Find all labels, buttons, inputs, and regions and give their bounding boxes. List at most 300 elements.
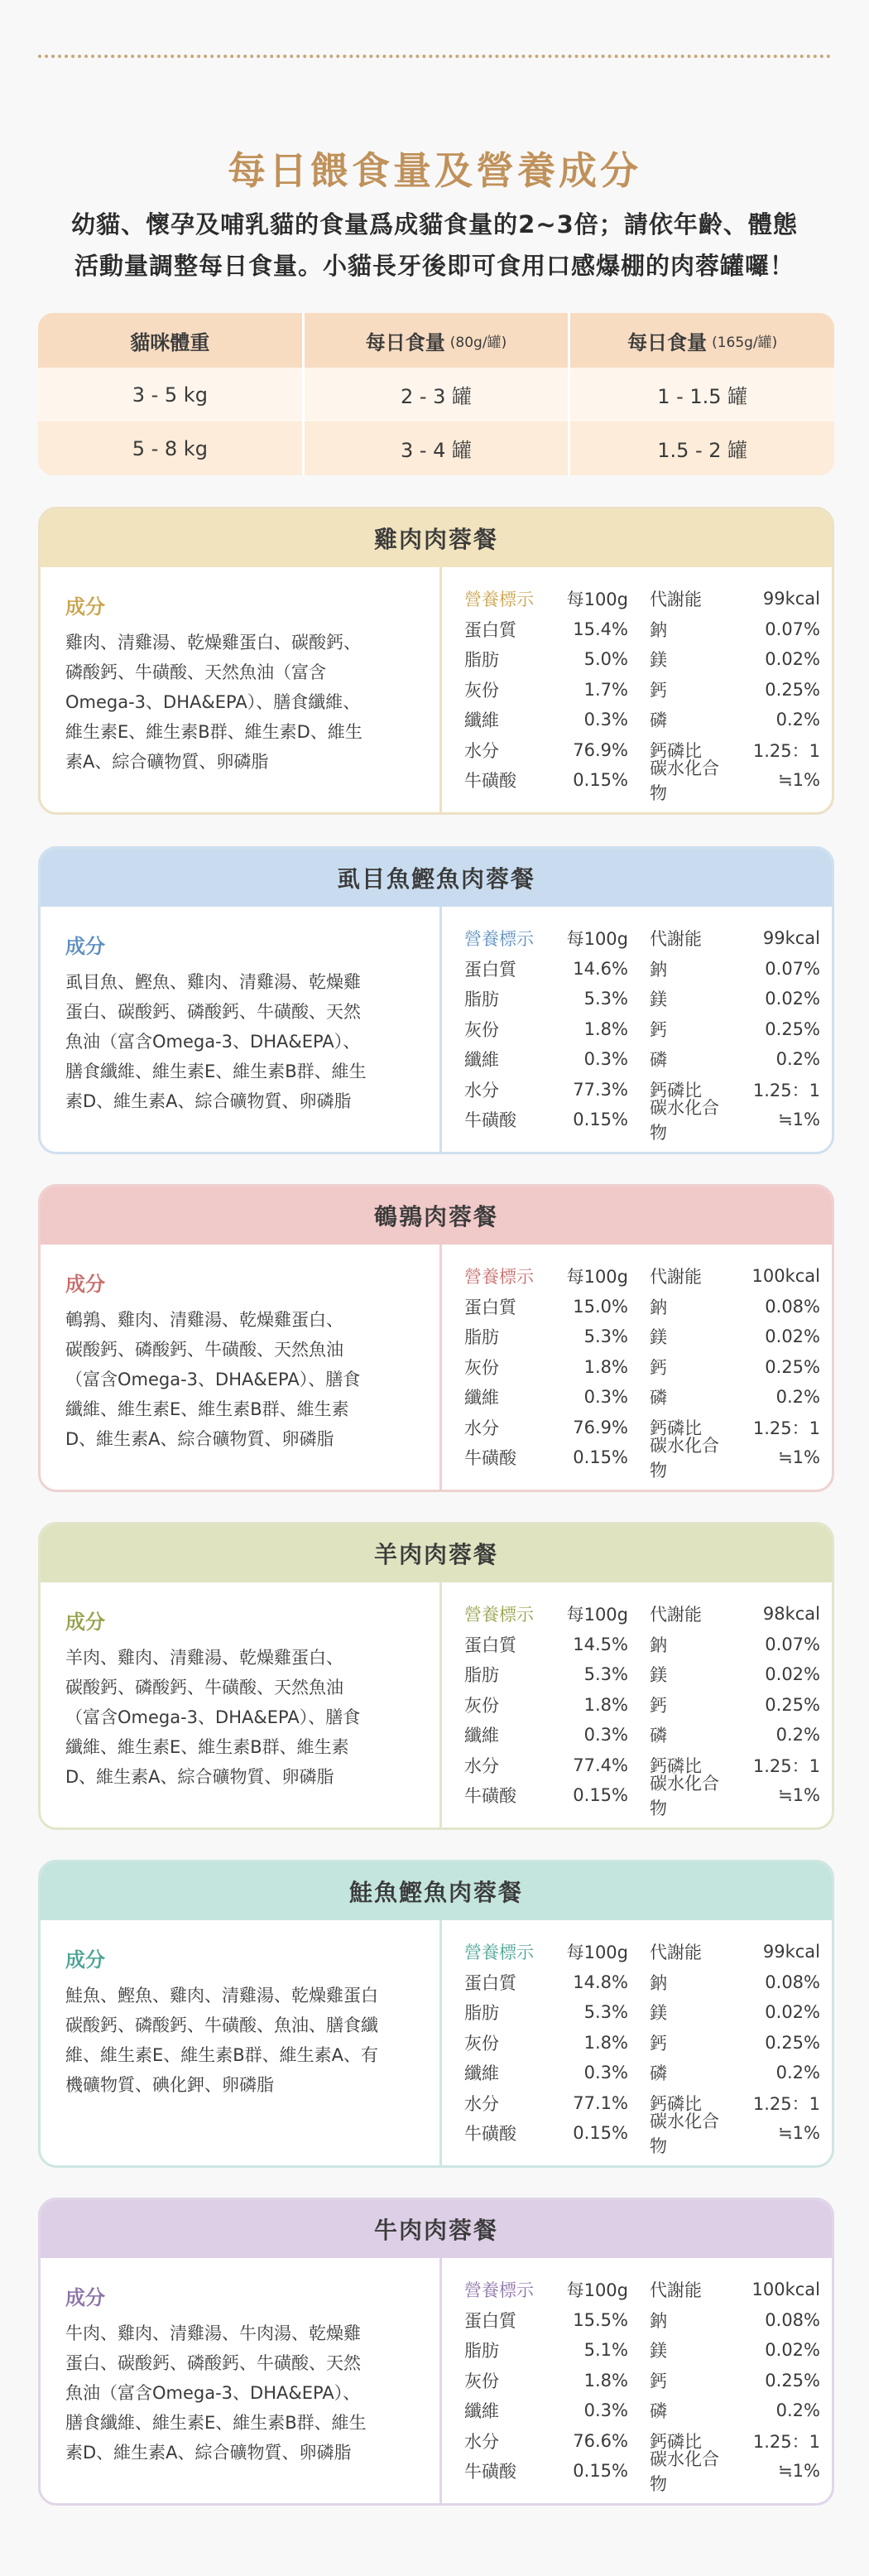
nutrient-name: 牛磺酸 [464, 1448, 516, 1469]
nutrient-name: 鎂 [650, 650, 667, 671]
nutrient-value: 0.07% [765, 619, 820, 639]
nutrient-name: 灰份 [464, 1695, 499, 1716]
nutrition-basis: 每100g [566, 1943, 628, 1963]
metabolizable-energy-label: 代謝能 [650, 590, 702, 610]
nutrient-name: 碳水化合物 [650, 758, 719, 804]
nutrient-value: 0.2% [775, 1725, 820, 1745]
nutrient-value: 14.5% [573, 1634, 628, 1654]
nutrient-value: 1.25：1 [752, 2093, 820, 2114]
ingredient-line: 纖維、維生素E、維生素B群、維生素 [65, 1399, 349, 1419]
nutrient-name: 鈣 [650, 680, 667, 701]
product-details [41, 1245, 832, 1490]
nutrient-value: 77.4% [573, 1755, 628, 1775]
nutrient-value: 0.3% [583, 2400, 628, 2421]
nutrition-row [464, 758, 820, 804]
nutrition-label: 營養標示 [464, 2280, 534, 2301]
nutrient-value: 14.6% [573, 958, 628, 979]
nutrient-value: 0.3% [583, 2063, 628, 2083]
nutrition-row [464, 614, 820, 645]
nutrient-value: 1.8% [583, 1018, 628, 1039]
header-note: (80g/罐) [449, 334, 507, 351]
nutrient-value: 0.07% [765, 958, 820, 979]
ingredient-line: 膳食纖維、維生素E、維生素B群、維生 [65, 2413, 367, 2433]
ingredients-label: 成分 [65, 1611, 105, 1634]
ingredients-section [65, 590, 421, 777]
nutrient-value: 1.25：1 [752, 1080, 820, 1100]
kcal-value: 99kcal [762, 589, 820, 609]
metabolizable-energy-label: 代謝能 [650, 1943, 702, 1963]
nutrient-value: 1.25：1 [752, 2431, 820, 2452]
nutrient-name: 牛磺酸 [464, 1786, 516, 1807]
product-card [38, 2198, 834, 2506]
nutrient-value: 1.8% [583, 2032, 628, 2053]
nutrient-value: 0.02% [765, 989, 820, 1009]
nutrient-name: 水分 [464, 2093, 499, 2114]
nutrition-header-row [464, 584, 820, 614]
nutrient-name: 鈣磷比 [650, 1418, 702, 1438]
ingredients-text [65, 1643, 421, 1792]
nutrient-value: 0.15% [573, 1447, 628, 1468]
kcal-value: 98kcal [762, 1604, 820, 1625]
nutrition-basis: 每100g [566, 929, 628, 950]
nutrition-row [464, 675, 820, 705]
nutrient-name: 牛磺酸 [464, 771, 516, 792]
product-name: 鵪鶉肉蓉餐 [41, 1187, 832, 1245]
ingredient-line: 碳酸鈣、磷酸鈣、牛磺酸、天然魚油 [65, 1678, 343, 1697]
nutrient-name: 碳水化合物 [650, 2111, 719, 2157]
product-name: 雞肉肉蓉餐 [41, 509, 832, 567]
table-cell: 2 - 3 罐 [302, 368, 569, 421]
ingredient-line: 碳酸鈣、磷酸鈣、牛磺酸、天然魚油 [65, 1340, 343, 1360]
nutrient-name: 鎂 [650, 989, 667, 1010]
ingredients-label: 成分 [65, 1273, 105, 1296]
nutrition-table [464, 1261, 820, 1481]
ingredient-line: 虱目魚、鰹魚、雞肉、清雞湯、乾燥雞 [65, 972, 361, 992]
nutrient-value: 1.8% [583, 1356, 628, 1377]
feeding-table [38, 313, 834, 475]
nutrient-value: 0.2% [775, 2400, 820, 2421]
ingredient-line: 羊肉、雞肉、清雞湯、乾燥雞蛋白、 [65, 1648, 343, 1668]
column-divider [439, 567, 442, 812]
nutrient-name: 牛磺酸 [464, 1110, 516, 1131]
nutrient-value: 0.2% [775, 710, 820, 730]
nutrition-basis: 每100g [566, 590, 628, 610]
nutrient-value: 5.3% [583, 989, 628, 1009]
nutrient-value: 0.3% [583, 1049, 628, 1070]
nutrient-value: 0.15% [573, 2123, 628, 2144]
nutrient-name: 鎂 [650, 1327, 667, 1348]
nutrient-name: 纖維 [464, 1388, 499, 1408]
nutrient-value: 0.02% [765, 649, 820, 670]
ingredient-line: 蛋白、碳酸鈣、磷酸鈣、牛磺酸、天然 [65, 2353, 361, 2373]
header-note: (165g/罐) [712, 334, 778, 351]
nutrient-name: 灰份 [464, 2371, 499, 2391]
nutrient-name: 鈣磷比 [650, 2431, 702, 2452]
nutrition-row [464, 2028, 820, 2058]
nutrient-value: 0.08% [765, 2309, 820, 2330]
nutrient-value: 0.15% [573, 2461, 628, 2482]
nutrition-row [464, 1292, 820, 1322]
nutrient-value: 0.2% [775, 1387, 820, 1408]
intro-text [33, 204, 836, 286]
metabolizable-energy-label: 代謝能 [650, 929, 702, 950]
nutrient-value: 5.0% [583, 649, 628, 670]
nutrient-name: 脂肪 [464, 2003, 499, 2024]
nutrition-label: 營養標示 [464, 590, 534, 610]
nutrient-name: 磷 [650, 1050, 667, 1071]
ingredient-line: 維、維生素E、維生素B群、維生素A、有 [65, 2045, 379, 2065]
nutrition-header-row [464, 2275, 820, 2305]
nutrient-name: 鈣磷比 [650, 1080, 702, 1100]
nutrient-name: 鎂 [650, 2341, 667, 2362]
page-title: 每日餵食量及營養成分 [228, 148, 641, 193]
nutrition-header-row [464, 1937, 820, 1967]
ingredients-section [65, 1943, 421, 2100]
nutrient-name: 脂肪 [464, 650, 499, 671]
ingredients-section [65, 930, 421, 1116]
nutrient-name: 蛋白質 [464, 619, 516, 640]
nutrient-value: 0.25% [765, 679, 820, 700]
ingredients-label: 成分 [65, 935, 105, 958]
nutrition-row [464, 2335, 820, 2366]
nutrient-name: 鈣磷比 [650, 2093, 702, 2114]
nutrition-row [464, 1720, 820, 1750]
nutrient-value: 76.6% [573, 2430, 628, 2451]
ingredient-line: 磷酸鈣、牛磺酸、天然魚油（富含 [65, 662, 326, 682]
product-details [41, 907, 832, 1152]
nutrient-name: 水分 [464, 1080, 499, 1100]
ingredient-line: 牛肉、雞肉、清雞湯、牛肉湯、乾燥雞 [65, 2323, 361, 2343]
ingredients-text [65, 1981, 421, 2100]
product-card [38, 1522, 834, 1830]
nutrition-row [464, 2366, 820, 2396]
nutrient-name: 鎂 [650, 2003, 667, 2024]
table-cell: 1.5 - 2 罐 [568, 421, 834, 475]
nutrient-value: 0.02% [765, 2002, 820, 2023]
nutrient-value: 77.1% [573, 2092, 628, 2113]
nutrient-value: 0.02% [765, 2340, 820, 2361]
nutrient-value: 77.3% [573, 1079, 628, 1100]
nutrition-row [464, 984, 820, 1014]
product-name: 鮭魚鰹魚肉蓉餐 [41, 1862, 832, 1920]
nutrient-name: 蛋白質 [464, 1297, 516, 1317]
kcal-value: 100kcal [751, 2280, 820, 2300]
nutrient-name: 磷 [650, 2401, 667, 2422]
nutrient-name: 鈣磷比 [650, 740, 702, 761]
ingredient-line: 碳酸鈣、磷酸鈣、牛磺酸、魚油、膳食纖 [65, 2015, 378, 2035]
nutrient-value: 1.8% [583, 1694, 628, 1715]
column-divider [439, 907, 442, 1152]
nutrition-row [464, 954, 820, 985]
nutrition-row [464, 1044, 820, 1075]
nutrient-name: 灰份 [464, 1019, 499, 1040]
nutrient-value: 15.5% [573, 2309, 628, 2330]
nutrient-value: 0.15% [573, 770, 628, 791]
nutrient-value: 0.15% [573, 1110, 628, 1130]
ingredient-line: 膳食纖維、維生素E、維生素B群、維生 [65, 1062, 367, 1081]
nutrient-name: 牛磺酸 [464, 2462, 516, 2482]
nutrient-name: 鈣 [650, 1019, 667, 1040]
intro-line: 活動量調整每日食量。小貓長牙後即可食用口感爆棚的肉蓉罐囉！ [74, 252, 795, 280]
nutrition-header-row [464, 1599, 820, 1630]
nutrient-value: 0.02% [765, 1327, 820, 1347]
column-divider [439, 1245, 442, 1490]
nutrient-name: 鈣 [650, 2371, 667, 2391]
nutrient-value: 0.08% [765, 1972, 820, 1992]
nutrition-basis: 每100g [566, 2280, 628, 2301]
ingredients-label: 成分 [65, 595, 105, 619]
intro-line: 幼貓、懷孕及哺乳貓的食量爲成貓食量的2~3倍；請依年齡、體態 [71, 210, 798, 238]
nutrient-value: 14.8% [573, 1972, 628, 1992]
nutrient-name: 牛磺酸 [464, 2124, 516, 2145]
nutrient-name: 水分 [464, 1755, 499, 1776]
nutrient-value: 15.4% [573, 619, 628, 639]
column-divider [439, 2258, 442, 2503]
ingredient-line: 素D、維生素A、綜合礦物質、卵磷脂 [65, 2443, 352, 2463]
nutrient-value: 5.1% [583, 2340, 628, 2361]
nutrient-value: ≒1% [778, 2461, 820, 2482]
nutrient-value: 1.25：1 [752, 740, 820, 761]
metabolizable-energy-label: 代謝能 [650, 2280, 702, 2301]
column-divider [439, 1920, 442, 2165]
product-name: 牛肉肉蓉餐 [41, 2200, 832, 2258]
nutrient-name: 鈣 [650, 1695, 667, 1716]
nutrient-value: 0.3% [583, 710, 628, 730]
nutrient-value: 0.07% [765, 1634, 820, 1654]
ingredient-line: （富含Omega-3、DHA&EPA）、膳食 [65, 1370, 361, 1389]
nutrient-name: 灰份 [464, 680, 499, 701]
nutrient-name: 水分 [464, 2431, 499, 2452]
nutrient-name: 磷 [650, 1726, 667, 1746]
nutrition-row [464, 644, 820, 675]
nutrient-name: 鈣磷比 [650, 1755, 702, 1776]
ingredient-line: D、維生素A、綜合礦物質、卵磷脂 [65, 1429, 334, 1449]
nutrient-value: 1.25：1 [752, 1418, 820, 1438]
nutrient-name: 磷 [650, 710, 667, 731]
header-weight [38, 313, 302, 368]
product-name: 羊肉肉蓉餐 [41, 1524, 832, 1582]
nutrition-header-row [464, 1261, 820, 1292]
nutrient-name: 鈉 [650, 959, 667, 980]
kcal-value: 100kcal [751, 1266, 820, 1287]
nutrient-value: 0.2% [775, 2063, 820, 2083]
table-row [38, 368, 834, 421]
nutrition-row [464, 1690, 820, 1721]
ingredient-line: 維生素E、維生素B群、維生素D、維生 [65, 722, 362, 742]
ingredient-line: 纖維、維生素E、維生素B群、維生素 [65, 1737, 349, 1757]
nutrition-row [464, 1014, 820, 1045]
nutrient-name: 纖維 [464, 1726, 499, 1746]
nutrient-name: 鈉 [650, 619, 667, 640]
nutrient-value: 0.15% [573, 1785, 628, 1806]
nutrient-name: 鎂 [650, 1665, 667, 1686]
ingredients-section [65, 2281, 421, 2468]
table-cell: 3 - 5 kg [132, 383, 208, 407]
nutrient-value: 0.25% [765, 1356, 820, 1377]
product-name: 虱目魚鰹魚肉蓉餐 [41, 849, 832, 907]
ingredient-line: 鵪鶉、雞肉、清雞湯、乾燥雞蛋白、 [65, 1310, 343, 1330]
nutrient-value: 0.25% [765, 2032, 820, 2053]
nutrient-value: 76.9% [573, 1417, 628, 1437]
nutrient-value: 5.3% [583, 1664, 628, 1685]
ingredients-text [65, 967, 421, 1116]
table-cell: 5 - 8 kg [132, 436, 208, 460]
nutrient-value: 0.08% [765, 1296, 820, 1317]
ingredients-label: 成分 [65, 2286, 105, 2309]
product-card [38, 1184, 834, 1492]
header-label: 每日食量 [627, 330, 708, 354]
nutrient-name: 蛋白質 [464, 2310, 516, 2331]
nutrient-name: 灰份 [464, 1357, 499, 1378]
nutrition-row [464, 1352, 820, 1383]
nutrition-table [464, 2275, 820, 2495]
nutrition-table [464, 1599, 820, 1819]
nutrient-name: 纖維 [464, 2063, 499, 2084]
nutrition-row [464, 1774, 820, 1819]
nutrition-table [464, 923, 820, 1144]
nutrition-header-row [464, 923, 820, 954]
product-details [41, 1920, 832, 2165]
nutrient-value: ≒1% [778, 1110, 820, 1130]
ingredient-line: （富含Omega-3、DHA&EPA）、膳食 [65, 1707, 361, 1727]
product-details [41, 1582, 832, 1827]
nutrition-row [464, 2058, 820, 2088]
nutrient-value: 0.25% [765, 2370, 820, 2391]
nutrition-row [464, 1997, 820, 2028]
nutrient-name: 鈣 [650, 1357, 667, 1378]
nutrient-name: 碳水化合物 [650, 1098, 719, 1144]
nutrition-row [464, 1659, 820, 1690]
nutrient-name: 鈉 [650, 1635, 667, 1655]
nutrient-value: 0.3% [583, 1725, 628, 1745]
nutrition-row [464, 2111, 820, 2157]
nutrition-row [464, 1098, 820, 1144]
nutrition-row [464, 1322, 820, 1352]
nutrient-name: 磷 [650, 1388, 667, 1408]
nutrient-name: 脂肪 [464, 989, 499, 1010]
nutrient-value: 1.7% [583, 679, 628, 700]
nutrient-value: 0.25% [765, 1694, 820, 1715]
nutrition-row [464, 1436, 820, 1481]
nutrition-basis: 每100g [566, 1267, 628, 1288]
nutrient-name: 纖維 [464, 710, 499, 731]
nutrient-value: 1.8% [583, 2370, 628, 2391]
nutrient-value: ≒1% [778, 770, 820, 791]
header-daily-165g [568, 313, 834, 368]
ingredient-line: Omega-3、DHA&EPA）、膳食纖維、 [65, 692, 361, 712]
nutrient-value: 0.02% [765, 1664, 820, 1685]
nutrition-row [464, 2305, 820, 2336]
ingredient-line: 鮭魚、鰹魚、雞肉、清雞湯、乾燥雞蛋白 [65, 1986, 378, 2005]
ingredients-text [65, 628, 421, 777]
nutrition-row [464, 705, 820, 735]
nutrition-row [464, 1382, 820, 1413]
nutrient-name: 纖維 [464, 1050, 499, 1071]
nutrient-name: 碳水化合物 [650, 1436, 719, 1481]
kcal-value: 99kcal [762, 1942, 820, 1962]
ingredients-label: 成分 [65, 1948, 105, 1972]
nutrient-value: 5.3% [583, 1327, 628, 1347]
nutrient-name: 鈉 [650, 2310, 667, 2331]
metabolizable-energy-label: 代謝能 [650, 1605, 702, 1625]
product-details [41, 2258, 832, 2503]
ingredient-line: 蛋白、碳酸鈣、磷酸鈣、牛磺酸、天然 [65, 1002, 361, 1022]
nutrient-value: 76.9% [573, 739, 628, 760]
ingredient-line: 素A、綜合礦物質、卵磷脂 [65, 752, 269, 772]
nutrition-label: 營養標示 [464, 929, 534, 950]
table-row [38, 421, 834, 475]
header-label: 每日食量 [365, 330, 445, 354]
nutrient-value: 0.25% [765, 1018, 820, 1039]
nutrient-name: 脂肪 [464, 1327, 499, 1348]
ingredients-section [65, 1606, 421, 1792]
ingredient-line: 機礦物質、碘化鉀、卵磷脂 [65, 2075, 274, 2095]
nutrient-value: 0.3% [583, 1387, 628, 1408]
nutrition-label: 營養標示 [464, 1943, 534, 1963]
nutrient-name: 纖維 [464, 2401, 499, 2422]
product-card [38, 846, 834, 1154]
nutrient-name: 蛋白質 [464, 1972, 516, 1993]
nutrient-value: ≒1% [778, 1785, 820, 1806]
nutrition-basis: 每100g [566, 1605, 628, 1625]
nutrient-name: 水分 [464, 1418, 499, 1438]
header-daily-80g [302, 313, 569, 368]
nutrient-name: 鈣 [650, 2033, 667, 2054]
ingredient-line: 魚油（富含Omega-3、DHA&EPA）、 [65, 1032, 361, 1052]
nutrition-row [464, 2449, 820, 2495]
header-label: 貓咪體重 [130, 330, 210, 354]
product-details [41, 567, 832, 812]
nutrient-name: 蛋白質 [464, 1635, 516, 1655]
table-cell: 1 - 1.5 罐 [568, 368, 834, 421]
nutrition-row [464, 1630, 820, 1660]
nutrient-value: ≒1% [778, 1447, 820, 1468]
nutrient-name: 鈉 [650, 1297, 667, 1317]
ingredient-line: 雞肉、清雞湯、乾燥雞蛋白、碳酸鈣、 [65, 633, 361, 652]
nutrition-row [464, 2395, 820, 2426]
column-divider [439, 1582, 442, 1827]
nutrition-row [464, 1967, 820, 1998]
ingredient-line: D、維生素A、綜合礦物質、卵磷脂 [65, 1767, 334, 1787]
product-card [38, 507, 834, 815]
nutrient-name: 灰份 [464, 2033, 499, 2054]
nutrient-name: 碳水化合物 [650, 2449, 719, 2495]
kcal-value: 99kcal [762, 928, 820, 949]
nutrient-name: 磷 [650, 2063, 667, 2084]
nutrition-label: 營養標示 [464, 1267, 534, 1288]
ingredients-section [65, 1268, 421, 1454]
product-card [38, 1860, 834, 2168]
table-cell: 3 - 4 罐 [302, 421, 569, 475]
nutrient-value: 5.3% [583, 2002, 628, 2023]
nutrition-table [464, 1937, 820, 2157]
ingredients-text [65, 1305, 421, 1454]
metabolizable-energy-label: 代謝能 [650, 1267, 702, 1288]
nutrition-label: 營養標示 [464, 1605, 534, 1625]
feeding-table-header [38, 313, 834, 368]
nutrient-name: 脂肪 [464, 1665, 499, 1686]
dotted-divider [38, 55, 831, 58]
nutrient-name: 蛋白質 [464, 959, 516, 980]
nutrient-name: 鈉 [650, 1972, 667, 1993]
nutrient-name: 水分 [464, 740, 499, 761]
nutrient-name: 碳水化合物 [650, 1774, 719, 1819]
nutrient-name: 脂肪 [464, 2341, 499, 2362]
ingredient-line: 素D、維生素A、綜合礦物質、卵磷脂 [65, 1091, 352, 1111]
nutrient-value: 1.25：1 [752, 1755, 820, 1776]
ingredients-text [65, 2318, 421, 2468]
nutrient-value: 0.2% [775, 1049, 820, 1070]
